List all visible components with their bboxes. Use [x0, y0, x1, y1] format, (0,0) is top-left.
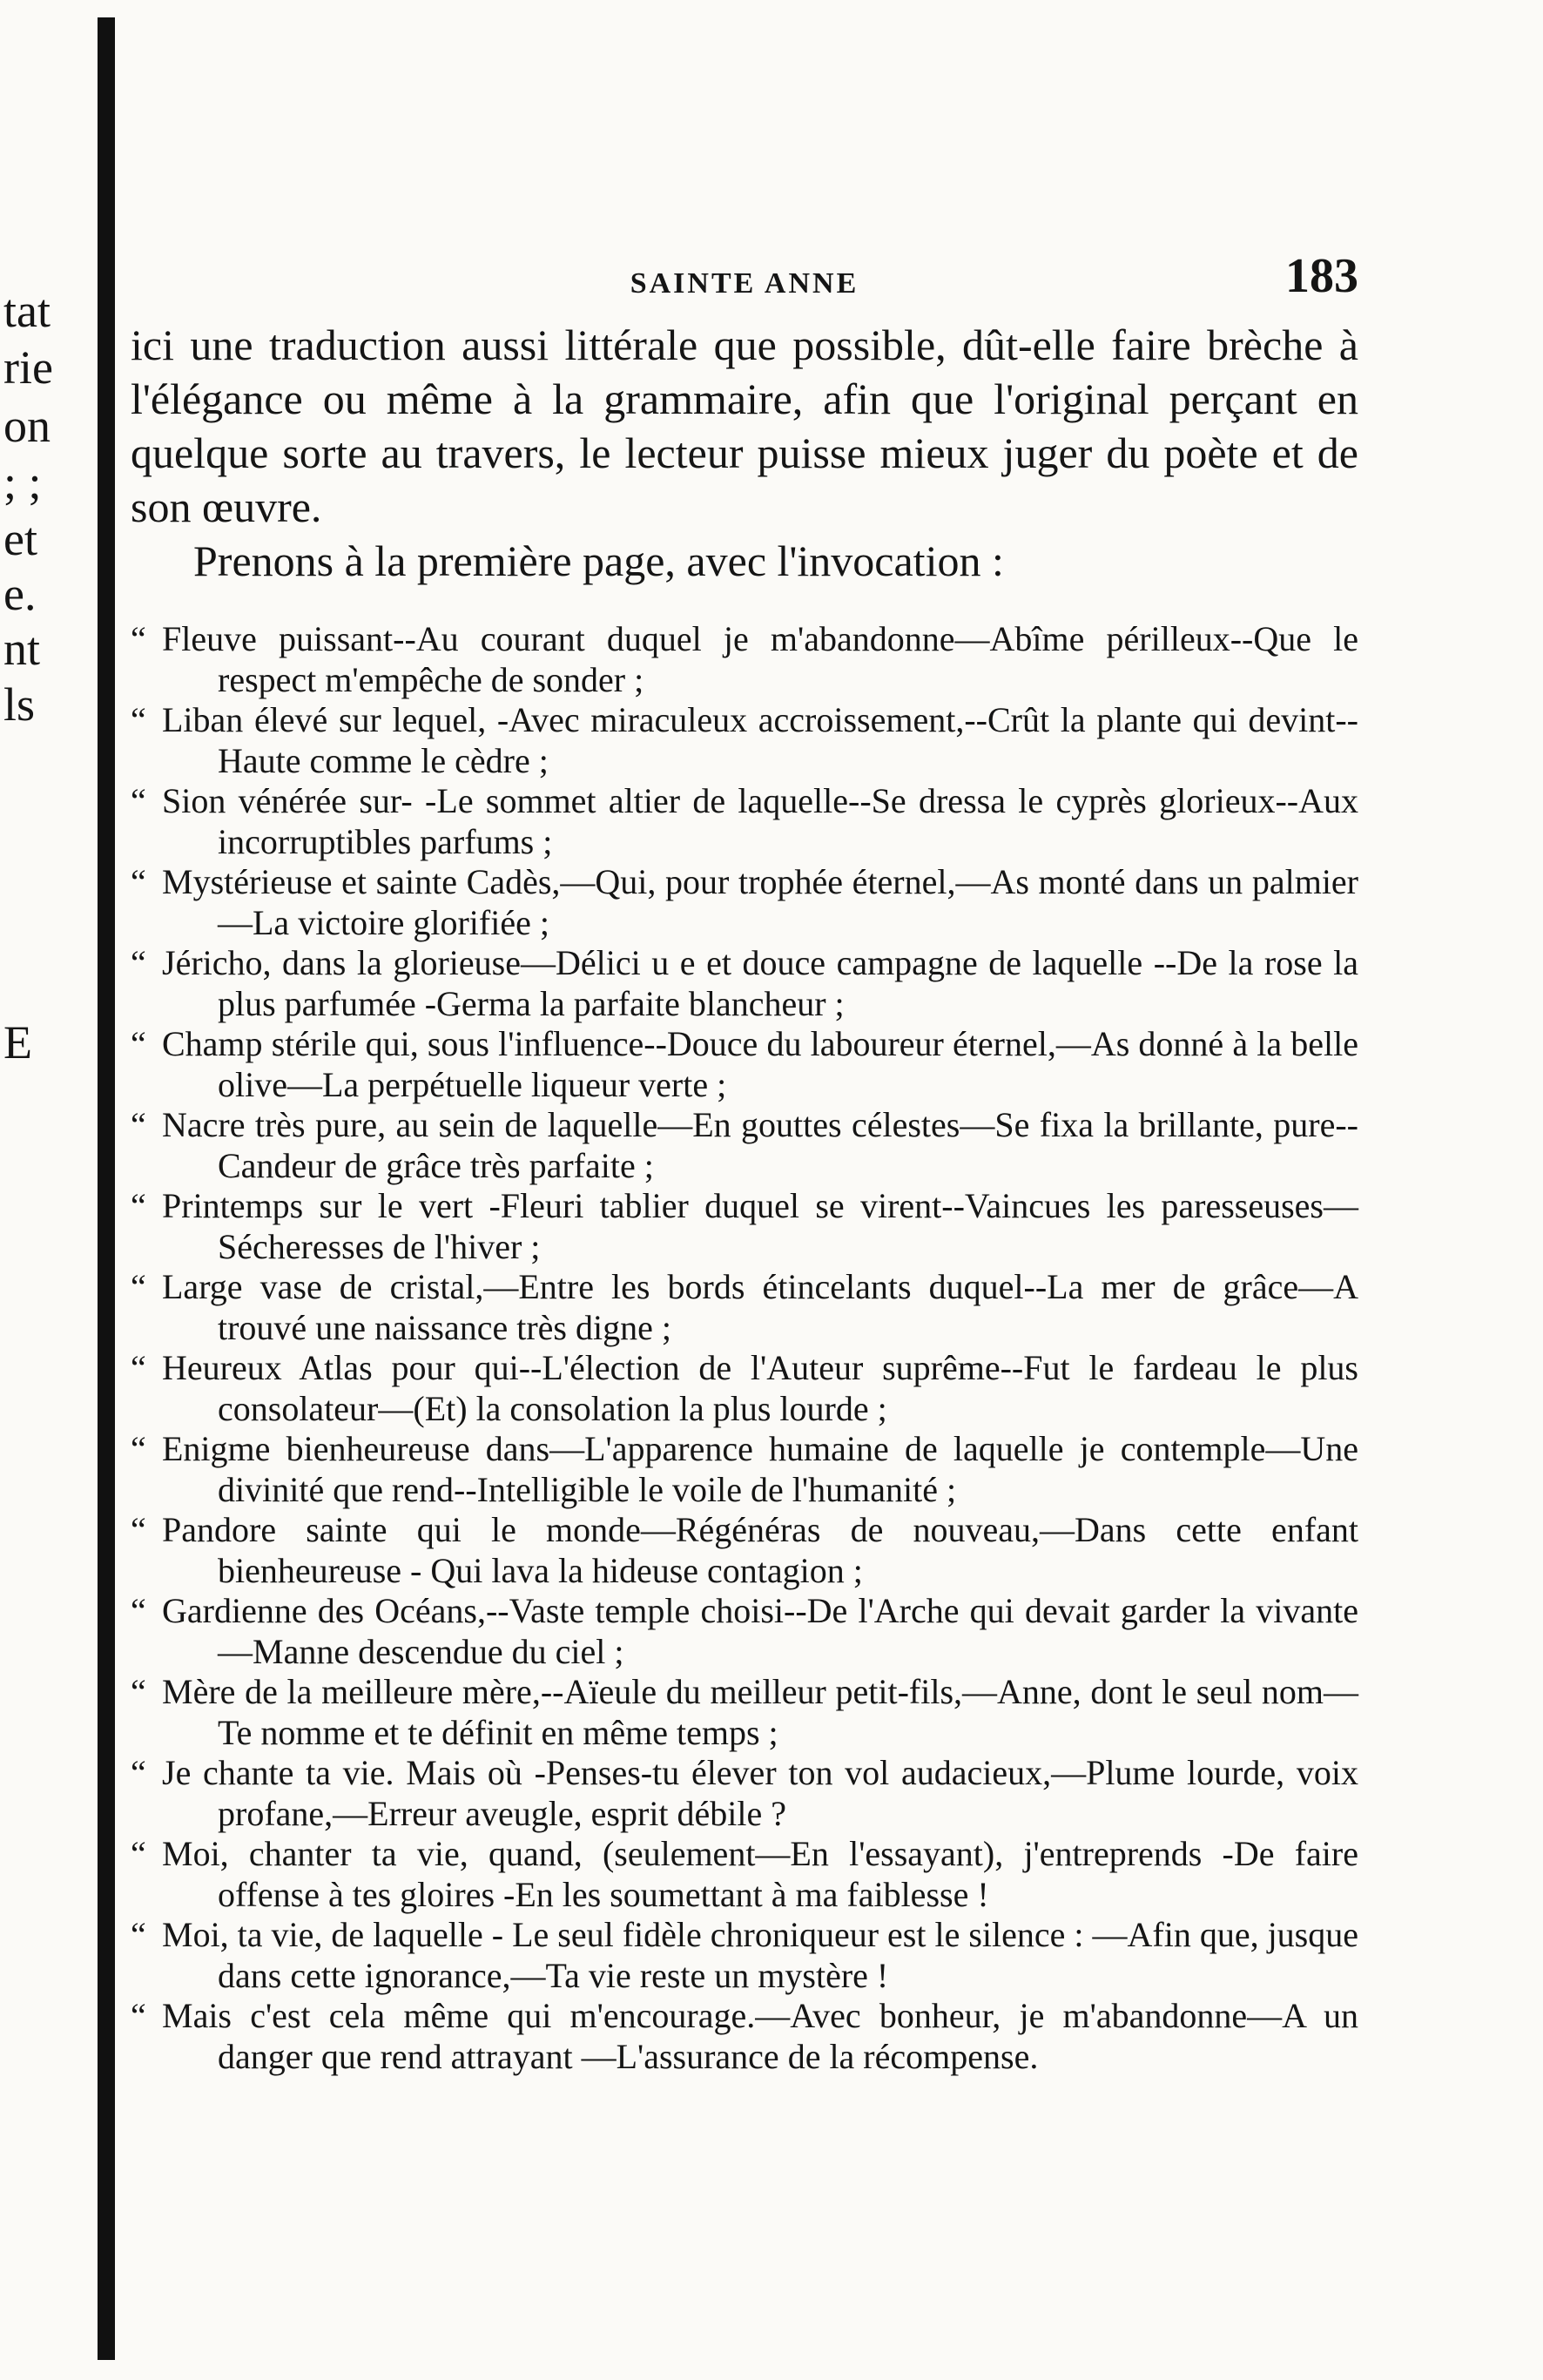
page-header [131, 248, 1358, 318]
prose-paragraph: Prenons à la première page, avec l'invocation : [193, 536, 1004, 585]
previous-page-fragment: rie [3, 341, 53, 394]
book-page [131, 248, 1358, 2077]
prose-section [131, 318, 1358, 588]
verse-stanza: “ Gardienne des Océans,--Vaste temple choisi--De l'Arche qui devait garder la vivante —Manne descendue du ciel ; [131, 1591, 1358, 1671]
running-head: SAINTE ANNE [630, 267, 859, 300]
verse-stanza: “ Heureux Atlas pour qui--L'élection de l'Auteur suprême--Fut le fardeau le plus consolateur—(Et) la consolation la plus lourde ; [131, 1348, 1358, 1428]
verse-stanza: “ Je chante ta vie. Mais où -Penses-tu élever ton vol audacieux,—Plume lourde, voix profane,—Erreur aveugle, esprit débile ? [131, 1753, 1358, 1833]
previous-page-fragment: et [3, 513, 37, 565]
book-binding-gutter [98, 17, 115, 2360]
previous-page-fragment: tat [3, 285, 51, 337]
verse-stanza: “ Mais c'est cela même qui m'encourage.—Avec bonheur, je m'abandonne—A un danger que rend attrayant —L'assurance de la récompense. [131, 1996, 1358, 2076]
verse-stanza: “ Printemps sur le vert -Fleuri tablier duquel se virent--Vaincues les paresseuses—Sécheresses de l'hiver ; [131, 1186, 1358, 1266]
verse-stanza: “ Liban élevé sur lequel, -Avec miraculeux accroissement,--Crût la plante qui devint--Haute comme le cèdre ; [131, 700, 1358, 780]
verse-stanza: “ Fleuve puissant--Au courant duquel je m'abandonne—Abîme périlleux--Que le respect m'empêche de sonder ; [131, 619, 1358, 699]
verse-stanza: “ Pandore sainte qui le monde—Régénéras de nouveau,—Dans cette enfant bienheureuse - Qui lava la hideuse contagion ; [131, 1510, 1358, 1590]
verse-list [131, 619, 1358, 2077]
previous-page-fragment: ; ; [3, 456, 42, 509]
verse-stanza: “ Jéricho, dans la glorieuse—Délici u e et douce campagne de laquelle --De la rose la plus parfumée -Germa la parfaite blancheur ; [131, 943, 1358, 1023]
previous-page-fragment: on [3, 400, 51, 452]
previous-page-edge [0, 0, 96, 2380]
verse-stanza: “ Moi, ta vie, de laquelle - Le seul fidèle chroniqueur est le silence : —Afin que, jusque dans cette ignorance,—Ta vie reste un mystère ! [131, 1915, 1359, 1995]
previous-page-fragment: E [3, 1016, 32, 1069]
verse-stanza: “ Large vase de cristal,—Entre les bords étincelants duquel--La mer de grâce—A trouvé une naissance très digne ; [131, 1267, 1358, 1347]
verse-stanza: “ Moi, chanter ta vie, quand, (seulement—En l'essayant), j'entreprends -De faire offense à tes gloires -En les soumettant à ma faiblesse ! [131, 1834, 1358, 1914]
verse-stanza: “ Mystérieuse et sainte Cadès,—Qui, pour trophée éternel,—As monté dans un palmier—La victoire glorifiée ; [131, 862, 1358, 942]
verse-stanza: “ Mère de la meilleure mère,--Aïeule du meilleur petit-fils,—Anne, dont le seul nom—Te nomme et te définit en même temps ; [131, 1672, 1358, 1752]
previous-page-fragment: ls [3, 678, 36, 731]
previous-page-fragment: nt [3, 623, 41, 675]
verse-stanza: “ Nacre très pure, au sein de laquelle—En gouttes célestes—Se fixa la brillante, pure--Candeur de grâce très parfaite ; [131, 1105, 1358, 1185]
prose-paragraph: ici une traduction aussi littérale que possible, dût-elle faire brèche à l'élégance ou même à la grammaire, afin que l'original perçant en quelque sorte au travers, le lecteur puisse mieux juger du poète et de son œuvre. [131, 320, 1358, 531]
verse-stanza: “ Champ stérile qui, sous l'influence--Douce du laboureur éternel,—As donné à la belle olive—La perpétuelle liqueur verte ; [131, 1024, 1358, 1104]
verse-stanza: “ Sion vénérée sur- -Le sommet altier de laquelle--Se dressa le cyprès glorieux--Aux incorruptibles parfums ; [131, 781, 1358, 861]
previous-page-fragment: e. [3, 568, 37, 620]
verse-stanza: “ Enigme bienheureuse dans—L'apparence humaine de laquelle je contemple—Une divinité que rend--Intelligible le voile de l'humanité ; [131, 1429, 1358, 1509]
page-number: 183 [1285, 249, 1358, 303]
